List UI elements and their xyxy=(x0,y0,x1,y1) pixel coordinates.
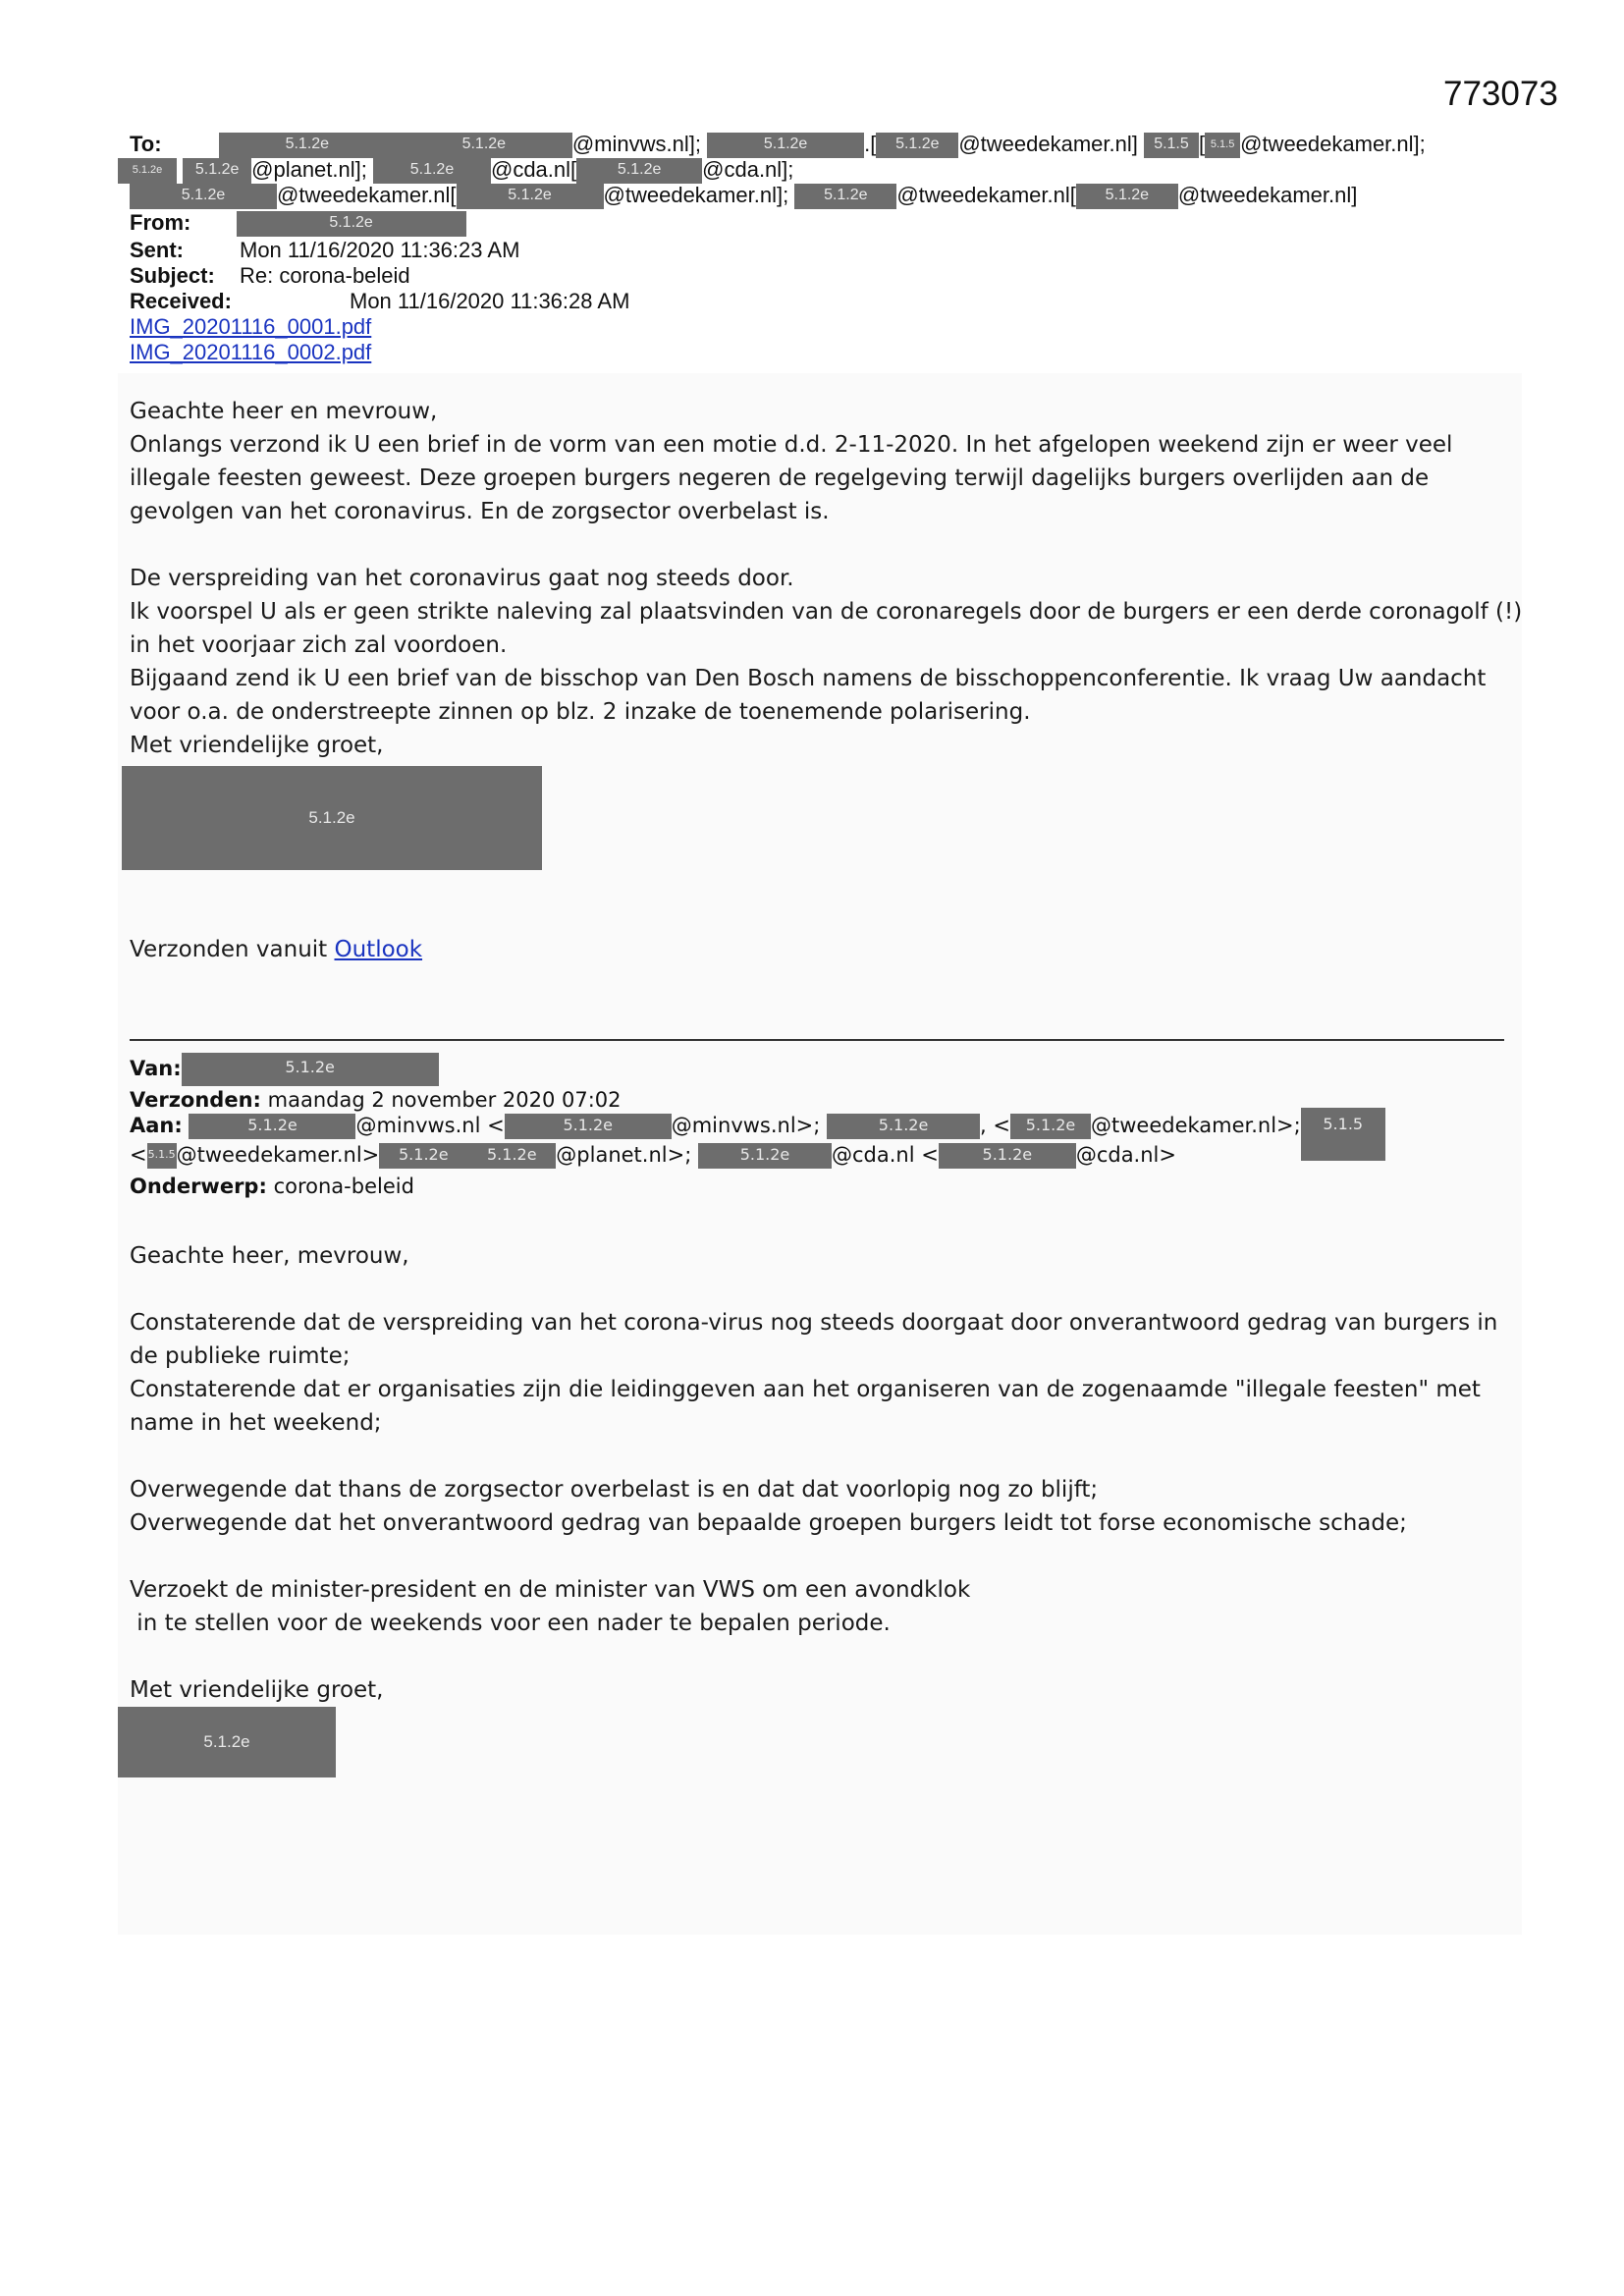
redacted-name: 5.1.2e xyxy=(576,158,702,184)
redacted-signature: 5.1.2e xyxy=(118,1707,336,1777)
overwegende-2: Overwegende dat het onverantwoord gedrag van bepaalde groepen burgers leidt tot forse economische schade; xyxy=(130,1510,1407,1536)
email-domain: @cda.nl[ xyxy=(490,157,577,182)
redacted-name: 5.1.2e xyxy=(183,158,251,184)
redacted-name: 5.1.2e xyxy=(876,133,958,158)
verzonden-label: Verzonden: xyxy=(130,1088,261,1112)
email-domain: @tweedekamer.nl[ xyxy=(277,183,457,207)
sent-line xyxy=(130,238,520,263)
redacted-name: 5.1.2e xyxy=(457,184,604,209)
redacted-name: 5.1.2e xyxy=(467,1143,556,1169)
redacted-name: 5.1.2e xyxy=(182,1053,439,1086)
email-sep: < xyxy=(130,1143,147,1167)
redacted-name: 5.1.2e xyxy=(827,1114,980,1139)
onderwerp-line xyxy=(130,1175,414,1198)
subject-value: Re: corona-beleid xyxy=(240,263,410,288)
from-label: From: xyxy=(130,210,191,235)
attachment-link[interactable]: IMG_20201116_0001.pdf xyxy=(130,314,372,339)
verzonden-line xyxy=(130,1088,622,1112)
email-sep: , < xyxy=(980,1114,1010,1137)
redacted-name: 5.1.2e xyxy=(505,1114,672,1139)
redacted-name: 5.1.2e xyxy=(189,1114,355,1139)
van-label: Van: xyxy=(130,1057,182,1080)
redacted-other: 5.1.5 xyxy=(147,1143,177,1169)
redacted-name: 5.1.2e xyxy=(237,211,466,237)
email-domain: @tweedekamer.nl] xyxy=(1177,183,1358,207)
redacted-name: 5.1.2e xyxy=(396,133,572,158)
redacted-name: 5.1.2e xyxy=(1010,1114,1091,1139)
to-line: To: 5.1.2e 5.1.2e @minvws.nl]; 5.1.2e .[ 5.1.2e @tweedekamer.nl] 5.1.5 [ 5.1.5 @tweedekamer.nl]; xyxy=(130,132,1426,158)
email-domain: @tweedekamer.nl] xyxy=(958,132,1138,156)
redacted-name: 5.1.2e xyxy=(707,133,864,158)
sent-from-text: Verzonden vanuit xyxy=(130,937,335,962)
email-domain: @cda.nl < xyxy=(831,1143,939,1167)
email-domain: @tweedekamer.nl>; xyxy=(1091,1114,1301,1137)
onderwerp-label: Onderwerp: xyxy=(130,1175,267,1198)
sent-label: Sent: xyxy=(130,238,184,262)
email-domain: @tweedekamer.nl> xyxy=(176,1143,380,1167)
redacted-other: 5.1.5 xyxy=(1205,133,1240,158)
redacted-name: 5.1.2e xyxy=(939,1143,1076,1169)
redacted-name: 5.1.2e xyxy=(698,1143,832,1169)
sent-value: Mon 11/16/2020 11:36:23 AM xyxy=(240,238,520,262)
sent-from-line xyxy=(130,933,1524,966)
subject-label: Subject: xyxy=(130,263,215,288)
email-domain: @minvws.nl>; xyxy=(671,1114,821,1137)
to-line-3 xyxy=(130,183,1357,209)
redacted-name: 5.1.2e xyxy=(130,184,277,209)
overwegende-1: Overwegende dat thans de zorgsector overbelast is en dat dat voorlopig nog zo blijft; xyxy=(130,1477,1099,1503)
aan-line-2 xyxy=(130,1143,1176,1169)
reply-closing: Met vriendelijke groet, xyxy=(130,733,384,758)
reply-greeting: Geachte heer en mevrouw, xyxy=(130,399,438,424)
email-domain: @minvws.nl]; xyxy=(571,132,701,156)
reply-paragraph: Ik voorspel U als er geen strikte naleving zal plaatsvinden van de coronaregels door de burgers er een derde coronagolf (!) in het voorjaar zich zal voordoen. xyxy=(130,599,1523,658)
redacted-name: 5.1.2e xyxy=(379,1143,467,1169)
email-domain: @tweedekamer.nl]; xyxy=(603,183,789,207)
redacted-name: 5.1.2e xyxy=(794,184,896,209)
redacted-name: 5.1.2e xyxy=(373,158,491,184)
email-domain: @planet.nl]; xyxy=(251,157,367,182)
redacted-other: 5.1.5 xyxy=(1301,1108,1385,1161)
onderwerp-value: corona-beleid xyxy=(273,1175,414,1198)
reply-paragraph: De verspreiding van het coronavirus gaat nog steeds door. xyxy=(130,566,794,591)
email-domain: @cda.nl]; xyxy=(702,157,794,182)
redacted-name: 5.1.2e xyxy=(1076,184,1178,209)
constaterende-1: Constaterende dat de verspreiding van het corona-virus nog steeds doorgaat door onverantwoord gedrag van burgers in de publieke ruimte; xyxy=(130,1310,1498,1369)
to-line-2 xyxy=(118,157,793,184)
reply-paragraph: Bijgaand zend ik U een brief van de bisschop van Den Bosch namens de bisschoppenconferentie. Ik vraag Uw aandacht voor o.a. de onderstreepte zinnen op blz. 2 inzake de toenemende polarisering. xyxy=(130,666,1487,725)
document-number: 773073 xyxy=(1443,75,1558,113)
constaterende-2: Constaterende dat er organisaties zijn die leidinggeven aan het organiseren van de zogenaamde "illegale feesten" met name in het weekend; xyxy=(130,1377,1481,1436)
van-line xyxy=(130,1053,439,1086)
verzonden-value: maandag 2 november 2020 07:02 xyxy=(267,1088,622,1112)
verzoekt-line-1: Verzoekt de minister-president en de minister van VWS om een avondklok xyxy=(130,1577,971,1603)
forwarded-closing: Met vriendelijke groet, xyxy=(130,1677,384,1703)
email-domain: @minvws.nl < xyxy=(355,1114,505,1137)
received-label: Received: xyxy=(130,289,232,313)
forwarded-body xyxy=(130,1239,1524,1707)
aan-label: Aan: xyxy=(130,1114,183,1137)
email-domain: @tweedekamer.nl]; xyxy=(1240,132,1426,156)
reply-body xyxy=(130,395,1524,762)
redacted-name: 5.1.2e xyxy=(118,158,177,184)
message-divider xyxy=(130,1039,1504,1041)
received-value: Mon 11/16/2020 11:36:28 AM xyxy=(350,289,630,313)
reply-paragraph: Onlangs verzond ik U een brief in de vorm van een motie d.d. 2-11-2020. In het afgelopen weekend zijn er weer veel illegale feesten geweest. Deze groepen burgers negeren de regelgeving terwijl dagelijks burgers overlijden aan de gevolgen van het coronavirus. En de zorgsector overbelast is. xyxy=(130,432,1453,524)
outlook-link[interactable]: Outlook xyxy=(334,937,423,962)
redacted-signature: 5.1.2e xyxy=(122,766,542,870)
email-domain: @tweedekamer.nl[ xyxy=(896,183,1076,207)
email-domain: @cda.nl> xyxy=(1075,1143,1176,1167)
email-domain: @planet.nl>; xyxy=(556,1143,692,1167)
redacted-other: 5.1.5 xyxy=(1144,133,1199,158)
to-label: To: xyxy=(130,132,162,156)
subject-line xyxy=(130,263,410,289)
redacted-name: 5.1.2e xyxy=(219,133,396,158)
attachment-link[interactable]: IMG_20201116_0002.pdf xyxy=(130,340,372,364)
from-line xyxy=(130,210,466,237)
forwarded-greeting: Geachte heer, mevrouw, xyxy=(130,1243,409,1269)
verzoekt-line-2: in te stellen voor de weekends voor een nader te bepalen periode. xyxy=(130,1611,891,1636)
received-line xyxy=(130,289,630,314)
